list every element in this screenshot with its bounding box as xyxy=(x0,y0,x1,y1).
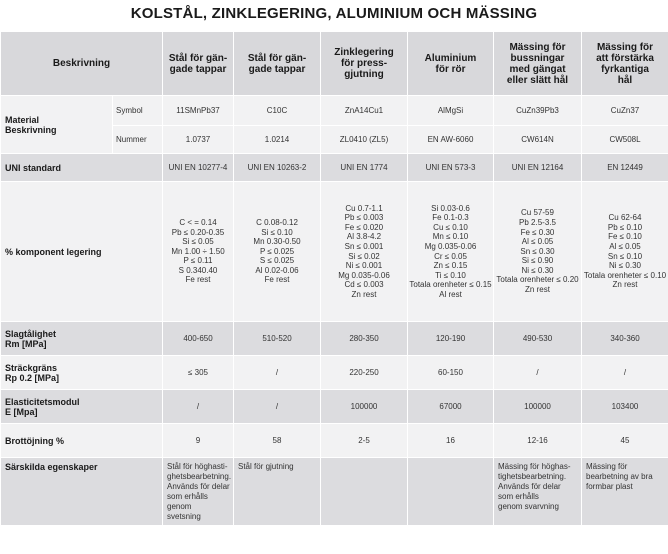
text-line: Mg 0.035-0.06 xyxy=(338,270,390,280)
text-line: Si 0.03-0.6 xyxy=(431,203,470,213)
sarskilda-cell xyxy=(408,458,494,526)
text-line: Sn ≤ 0.10 xyxy=(607,251,643,261)
text-line: Material xyxy=(5,114,40,125)
text-line: Stål för gjutning xyxy=(238,462,294,471)
brott-cell: 16 xyxy=(408,424,494,458)
elastic-cell: 103400 xyxy=(582,390,668,424)
text-line: Al ≤ 0.05 xyxy=(521,237,554,247)
text-line: som erhålls xyxy=(498,492,539,501)
uni-cell: UNI EN 573-3 xyxy=(408,154,494,182)
uni-cell: EN 12449 xyxy=(582,154,668,182)
text-line: Stål för gän- xyxy=(168,52,228,64)
text-line: S ≤ 0.025 xyxy=(259,256,295,266)
komponent-cell xyxy=(321,182,408,322)
sarskilda-cell xyxy=(321,458,408,526)
symbol-cell: CuZn37 xyxy=(582,96,668,126)
symbol-cell: 11SMnPb37 xyxy=(163,96,234,126)
uni-row xyxy=(1,154,668,182)
brott-cell: 12-16 xyxy=(494,424,582,458)
strack-cell: ≤ 305 xyxy=(163,356,234,390)
symbol-cell: CuZn39Pb3 xyxy=(494,96,582,126)
text-line: gjutning xyxy=(344,69,384,80)
strack-row xyxy=(1,356,668,390)
text-line: Pb 2.5-3.5 xyxy=(519,217,556,227)
komponent-label: % komponent legering xyxy=(1,182,163,322)
text-line: genom svarvning xyxy=(498,502,559,511)
slag-cell: 490-530 xyxy=(494,322,582,356)
sarskilda-row xyxy=(1,458,668,526)
text-line: Zn rest xyxy=(612,280,638,290)
text-line: Si ≤ 0.05 xyxy=(182,237,214,247)
text-line: bearbetning av bra xyxy=(586,472,653,481)
text-line: svetsning xyxy=(167,512,201,521)
elastic-cell: 100000 xyxy=(321,390,408,424)
text-line: Slagtålighet xyxy=(5,328,57,339)
header-description: Beskrivning xyxy=(1,32,163,96)
strack-label xyxy=(1,356,163,390)
uni-label: UNI standard xyxy=(1,154,163,182)
text-line: Aluminium xyxy=(424,52,477,64)
text-line: bussningar xyxy=(510,52,565,64)
strack-cell: / xyxy=(494,356,582,390)
slag-cell: 280-350 xyxy=(321,322,408,356)
text-line: hål xyxy=(617,74,633,86)
text-line: Mässing för xyxy=(596,41,654,53)
header-col-3 xyxy=(321,32,408,96)
text-line: Stål för höghasti- xyxy=(167,462,228,471)
slag-cell: 400-650 xyxy=(163,322,234,356)
text-line: Cu ≤ 0.10 xyxy=(433,222,468,232)
text-line: C 0.08-0.12 xyxy=(256,217,298,227)
text-line: Si ≤ 0.10 xyxy=(261,227,293,237)
material-label xyxy=(1,96,113,154)
text-line: C < = 0.14 xyxy=(179,217,217,227)
text-line: Elasticitetsmodul xyxy=(5,396,80,407)
nummer-cell: CW508L xyxy=(582,126,668,154)
text-line: Zn rest xyxy=(525,285,550,295)
text-line: S 0.340.40 xyxy=(178,265,218,275)
header-col-4 xyxy=(408,32,494,96)
brott-row xyxy=(1,424,668,458)
text-line: Ti ≤ 0.10 xyxy=(435,270,466,280)
elastic-row xyxy=(1,390,668,424)
slag-row xyxy=(1,322,668,356)
brott-label: Brottöjning % xyxy=(1,424,163,458)
text-line: Ni ≤ 0.30 xyxy=(609,261,641,271)
strack-cell: 60-150 xyxy=(408,356,494,390)
text-line: eller slätt hål xyxy=(506,74,569,86)
brott-cell: 58 xyxy=(234,424,321,458)
text-line: Mn ≤ 0.10 xyxy=(432,232,469,242)
text-line: Cd ≤ 0.003 xyxy=(344,280,384,290)
brott-cell: 2-5 xyxy=(321,424,408,458)
symbol-cell: AlMgSi xyxy=(408,96,494,126)
komponent-row xyxy=(1,182,668,322)
text-line: Fe 0.1-0.3 xyxy=(432,213,469,223)
brott-cell: 45 xyxy=(582,424,668,458)
text-line: Fe ≤ 0.10 xyxy=(608,232,642,242)
text-line: P ≤ 0.11 xyxy=(183,256,213,266)
text-line: för press- xyxy=(340,58,388,69)
text-line: Al 0.02-0.06 xyxy=(255,265,299,275)
text-line: Mn 1.00 ÷ 1.50 xyxy=(171,246,225,256)
material-table xyxy=(0,31,668,526)
text-line: Stål för gän- xyxy=(247,52,307,64)
text-line: Beskrivning xyxy=(5,124,57,135)
nummer-cell: ZL0410 (ZL5) xyxy=(321,126,408,154)
nummer-label: Nummer xyxy=(113,126,163,154)
text-line: Mässing för xyxy=(586,462,628,471)
uni-cell: UNI EN 12164 xyxy=(494,154,582,182)
text-line: Cu 0.7-1.1 xyxy=(345,203,383,213)
sarskilda-cell xyxy=(582,458,668,526)
uni-cell: UNI EN 10263-2 xyxy=(234,154,321,182)
elastic-cell: 67000 xyxy=(408,390,494,424)
text-line: Mässing för xyxy=(509,41,566,53)
text-line: Si ≤ 0.90 xyxy=(521,256,554,266)
text-line: Ni ≤ 0.30 xyxy=(521,265,554,275)
elastic-cell: 100000 xyxy=(494,390,582,424)
komponent-cell xyxy=(234,182,321,322)
uni-cell: UNI EN 10277-4 xyxy=(163,154,234,182)
text-line: Ni ≤ 0.001 xyxy=(345,261,383,271)
uni-cell: UNI EN 1774 xyxy=(321,154,408,182)
symbol-row xyxy=(1,96,668,126)
text-line: Zinklegering xyxy=(334,47,394,58)
text-line: Fe rest xyxy=(185,275,211,285)
text-line: Pb ≤ 0.003 xyxy=(344,213,384,223)
text-line: Pb ≤ 0.10 xyxy=(607,222,643,232)
text-line: med gängat xyxy=(509,63,566,75)
text-line: fyrkantiga xyxy=(601,63,649,75)
text-line: formbar plast xyxy=(586,482,633,491)
text-line: Totala orenheter ≤ 0.20 xyxy=(496,275,579,285)
nummer-cell: EN AW-6060 xyxy=(408,126,494,154)
header-col-1 xyxy=(163,32,234,96)
nummer-cell: CW614N xyxy=(494,126,582,154)
sarskilda-label: Särskilda egenskaper xyxy=(1,458,163,526)
text-line: Fe ≤ 0.020 xyxy=(344,222,384,232)
text-line: Cu 62-64 xyxy=(608,213,642,223)
text-line: Fe rest xyxy=(264,275,290,285)
slag-cell: 120-190 xyxy=(408,322,494,356)
text-line: för rör xyxy=(435,63,466,75)
text-line: Sn ≤ 0.001 xyxy=(344,241,384,251)
text-line: Fe ≤ 0.30 xyxy=(520,227,555,237)
header-col-5 xyxy=(494,32,582,96)
komponent-cell xyxy=(494,182,582,322)
komponent-cell xyxy=(408,182,494,322)
symbol-label: Symbol xyxy=(113,96,163,126)
text-line: P ≤ 0.025 xyxy=(259,246,295,256)
elastic-cell: / xyxy=(234,390,321,424)
strack-cell: / xyxy=(234,356,321,390)
elastic-label xyxy=(1,390,163,424)
text-line: Används för delar xyxy=(498,482,561,491)
slag-label xyxy=(1,322,163,356)
komponent-cell xyxy=(163,182,234,322)
slag-cell: 510-520 xyxy=(234,322,321,356)
text-line: Mg 0.035-0.06 xyxy=(424,241,477,251)
text-line: Al ≤ 0.05 xyxy=(609,241,641,251)
header-col-2 xyxy=(234,32,321,96)
text-line: Används för delar xyxy=(167,482,230,491)
sarskilda-cell xyxy=(494,458,582,526)
text-line: som erhålls genom xyxy=(167,492,208,511)
text-line: tighetsbearbetning. xyxy=(498,472,567,481)
sarskilda-cell xyxy=(163,458,234,526)
text-line: Pb ≤ 0.20-0.35 xyxy=(171,227,225,237)
text-line: ghetsbearbetning. xyxy=(167,472,232,481)
slag-cell: 340-360 xyxy=(582,322,668,356)
sarskilda-cell xyxy=(234,458,321,526)
text-line: Sn ≤ 0.30 xyxy=(520,246,555,256)
komponent-cell xyxy=(582,182,668,322)
text-line: Al 3.8-4.2 xyxy=(346,232,382,242)
text-line: Si ≤ 0.02 xyxy=(348,251,380,261)
text-line: Totala orenheter ≤ 0.15 xyxy=(409,280,492,290)
header-row xyxy=(1,32,668,96)
text-line: Mässing för höghas- xyxy=(498,462,571,471)
text-line: Rm [MPa] xyxy=(5,338,47,349)
text-line: Zn ≤ 0.15 xyxy=(433,261,468,271)
text-line: E [Mpa] xyxy=(5,406,38,417)
header-col-6 xyxy=(582,32,668,96)
text-line: Totala orenheter ≤ 0.10 xyxy=(583,270,667,280)
nummer-cell: 1.0214 xyxy=(234,126,321,154)
brott-cell: 9 xyxy=(163,424,234,458)
text-line: Mn 0.30-0.50 xyxy=(253,237,301,247)
text-line: Zn rest xyxy=(351,289,377,299)
nummer-cell: 1.0737 xyxy=(163,126,234,154)
symbol-cell: ZnA14Cu1 xyxy=(321,96,408,126)
elastic-cell: / xyxy=(163,390,234,424)
text-line: att förstärka xyxy=(596,52,654,64)
strack-cell: 220-250 xyxy=(321,356,408,390)
text-line: Cr ≤ 0.05 xyxy=(434,251,467,261)
symbol-cell: C10C xyxy=(234,96,321,126)
text-line: gade tappar xyxy=(248,63,306,75)
text-line: Rp 0.2 [MPa] xyxy=(5,372,60,383)
text-line: Al rest xyxy=(439,289,462,299)
strack-cell: / xyxy=(582,356,668,390)
page-title: KOLSTÅL, ZINKLEGERING, ALUMINIUM OCH MÄSSING xyxy=(130,5,538,22)
text-line: gade tappar xyxy=(169,63,227,75)
text-line: Sträckgräns xyxy=(5,362,58,373)
text-line: Cu 57-59 xyxy=(521,208,554,218)
